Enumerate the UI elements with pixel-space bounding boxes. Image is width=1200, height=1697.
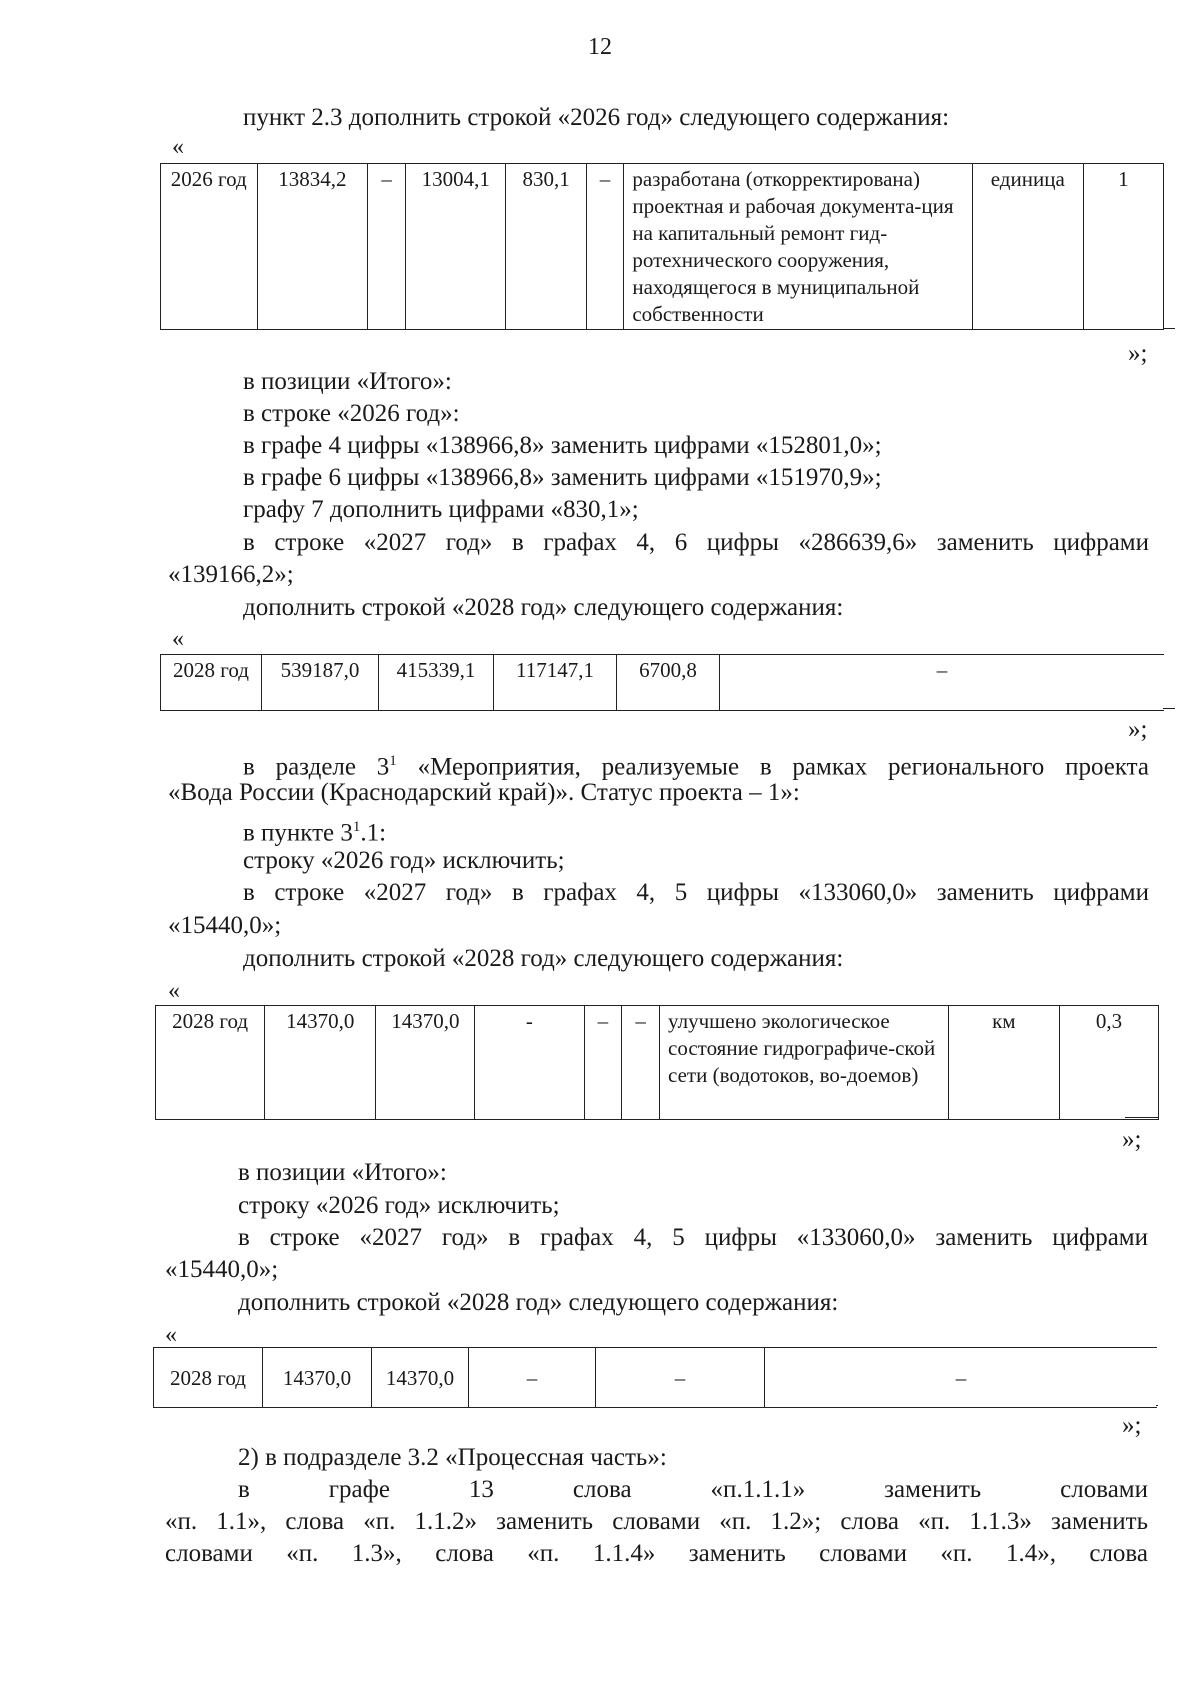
section3-line3 xyxy=(243,811,386,849)
table-cell: 14370,0 xyxy=(376,1006,475,1120)
table-cell: 14370,0 xyxy=(265,1006,376,1120)
table-cell: 415339,1 xyxy=(379,655,494,711)
table-cell: улучшено экологическое состояние гидрографиче-ской сети (водотоков, во-доемов) xyxy=(660,1006,949,1120)
section2-table-bracket xyxy=(1163,708,1175,709)
table-cell: – xyxy=(584,1006,622,1120)
section2-justified-line: в строке «2027 год» в графах 4, 6 цифры «286639,6» заменить цифрами xyxy=(243,529,1149,556)
section2-open-quote: « xyxy=(172,626,184,652)
section3-line4: строку «2026 год» исключить; xyxy=(243,847,565,874)
section5-line2: в графе 13 слова «п.1.1.1» заменить словами xyxy=(238,1476,1148,1503)
section3-line6: «15440,0»; xyxy=(168,912,282,939)
table-cell: 14370,0 xyxy=(372,1348,469,1408)
section3-table xyxy=(155,1005,1159,1120)
table-cell: 13004,1 xyxy=(405,164,506,330)
section3-l3-b: .1: xyxy=(360,819,387,847)
section3-line5: в строке «2027 год» в графах 4, 5 цифры «133060,0» заменить цифрами xyxy=(243,879,1149,906)
section3-l3-a: в пункте 3 xyxy=(243,819,353,847)
table-cell: 14370,0 xyxy=(263,1348,372,1408)
table-row xyxy=(161,655,1165,711)
section2-line: в графе 6 цифры «138966,8» заменить цифрами «151970,9»; xyxy=(243,464,882,491)
table-cell: – xyxy=(596,1348,765,1408)
section4-open-quote: « xyxy=(165,1322,177,1348)
table-cell: – xyxy=(765,1348,1158,1408)
section4-line1: в позиции «Итого»: xyxy=(238,1159,447,1186)
section5-line1: 2) в подразделе 3.2 «Процессная часть»: xyxy=(238,1444,667,1471)
table-cell: 0,3 xyxy=(1059,1006,1158,1120)
section5-line4: словами «п. 1.3», слова «п. 1.1.4» заменить словами «п. 1.4», слова xyxy=(165,1540,1148,1567)
table-cell: – xyxy=(469,1348,596,1408)
section1-intro: пункт 2.3 дополнить строкой «2026 год» следующего содержания: xyxy=(243,104,950,131)
section3-l3-sup: 1 xyxy=(352,819,361,835)
table-cell: – xyxy=(720,655,1165,711)
section3-close-quote: »; xyxy=(1122,1126,1142,1153)
section1-close-quote: »; xyxy=(1128,340,1148,367)
section3-table-bracket xyxy=(1125,1117,1158,1118)
section5-line3: «п. 1.1», слова «п. 1.1.2» заменить словами «п. 1.2»; слова «п. 1.1.3» заменить xyxy=(165,1508,1148,1535)
table-cell: 1 xyxy=(1083,164,1163,330)
section2-line: в графе 4 цифры «138966,8» заменить цифрами «152801,0»; xyxy=(243,432,882,459)
section2-line: графу 7 дополнить цифрами «830,1»; xyxy=(243,496,639,523)
table-cell: 2026 год xyxy=(161,164,258,330)
table-cell: 830,1 xyxy=(506,164,586,330)
table-row xyxy=(161,164,1164,330)
table-cell: - xyxy=(475,1006,584,1120)
section2-add-row: дополнить строкой «2028 год» следующего содержания: xyxy=(243,594,844,621)
section4-table-bracket xyxy=(1156,1405,1158,1406)
table-cell: 2028 год xyxy=(161,655,262,711)
table-cell: – xyxy=(622,1006,660,1120)
section3-line2: «Вода России (Краснодарский край)». Статус проекта – 1»: xyxy=(168,779,800,806)
table-cell: 539187,0 xyxy=(262,655,379,711)
section3-l1-sup: 1 xyxy=(389,753,397,769)
section2-table xyxy=(160,654,1164,711)
table-cell: – xyxy=(586,164,624,330)
section1-table xyxy=(160,163,1164,330)
table-row xyxy=(154,1348,1158,1408)
section2-line: в строке «2026 год»: xyxy=(243,400,460,427)
section4-close-quote: »; xyxy=(1122,1412,1142,1439)
section2-close-quote: »; xyxy=(1128,716,1148,743)
table-cell: 2028 год xyxy=(154,1348,263,1408)
section3-l1-b: «Мероприятия, реализуемые в рамках регионального проекта xyxy=(417,753,1149,781)
section1-table-bracket xyxy=(1163,328,1175,329)
table-cell: – xyxy=(368,164,406,330)
page-number: 12 xyxy=(588,34,612,60)
table-cell: единица xyxy=(972,164,1083,330)
section3-line7: дополнить строкой «2028 год» следующего содержания: xyxy=(243,945,844,972)
section4-line2: строку «2026 год» исключить; xyxy=(238,1192,560,1219)
section4-line5: дополнить строкой «2028 год» следующего содержания: xyxy=(238,1289,839,1316)
table-row xyxy=(156,1006,1159,1120)
table-cell: 2028 год xyxy=(156,1006,265,1120)
section3-l1-a: в разделе 3 xyxy=(243,753,390,781)
table-cell: 13834,2 xyxy=(257,164,368,330)
table-cell: км xyxy=(948,1006,1059,1120)
section4-line3: в строке «2027 год» в графах 4, 5 цифры «133060,0» заменить цифрами xyxy=(238,1224,1148,1251)
section4-line4: «15440,0»; xyxy=(165,1256,279,1283)
section1-open-quote: « xyxy=(172,134,184,160)
table-cell: разработана (откорректирована) проектная и рабочая документа-ция на капитальный ремонт гид-ротехнического сооружения, находящегося в муниципальной собственности xyxy=(624,164,973,330)
table-cell: 6700,8 xyxy=(617,655,720,711)
section2-continuation: «139166,2»; xyxy=(168,561,294,588)
section3-open-quote: « xyxy=(168,978,180,1004)
table-cell: 117147,1 xyxy=(494,655,617,711)
section4-table xyxy=(153,1347,1157,1408)
section2-line: в позиции «Итого»: xyxy=(243,368,452,395)
